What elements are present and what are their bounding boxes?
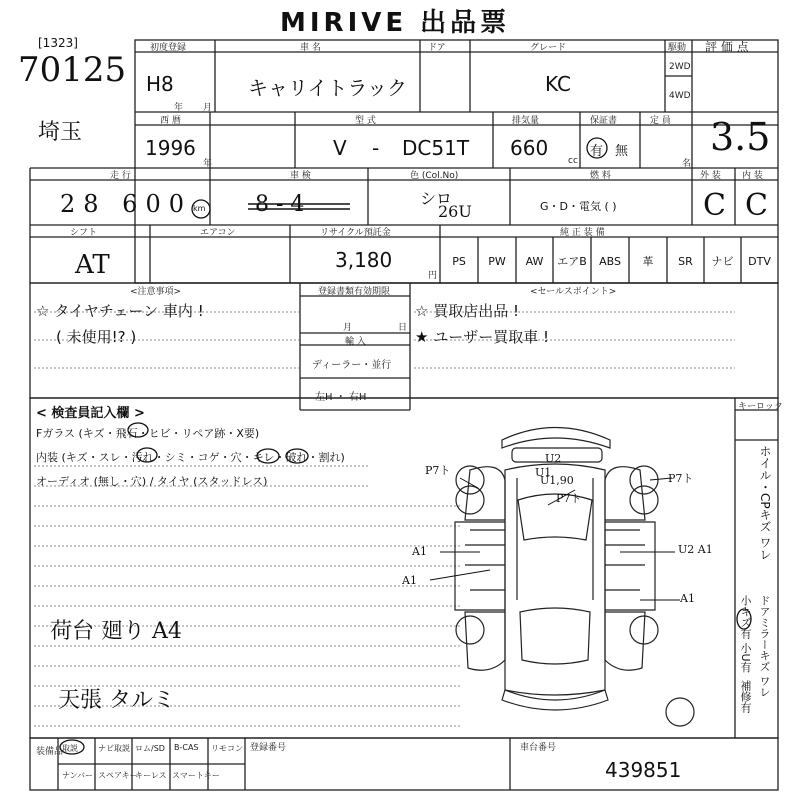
label-ac: エアコン [200, 228, 236, 238]
equip-leather: 革 [642, 255, 654, 268]
label-shift: シフト [70, 228, 98, 238]
reg-day: 日 [398, 323, 408, 333]
displacement: 660 [510, 136, 549, 160]
acc-5: リモコン [211, 744, 243, 753]
mileage-unit: km [193, 204, 206, 213]
label-first-reg: 初度登録 [150, 43, 187, 53]
yen-unit: 円 [428, 271, 438, 281]
label-year: 西 暦 [160, 116, 181, 126]
lot-code: [1323] [38, 36, 78, 50]
label-sales-point: <セールスポイント> [530, 287, 617, 297]
cc-unit: cc [568, 156, 578, 166]
reg-dealer: ディーラー・並行 [312, 360, 392, 371]
year: 1996 [145, 136, 196, 160]
mark-4: P7ト [425, 464, 451, 477]
label-fuel: 燃 料 [590, 171, 611, 181]
chassis-number: 439851 [605, 758, 682, 782]
acc-4: B-CAS [174, 743, 199, 752]
reg-import: 輸 入 [345, 337, 366, 347]
label-drive: 駆動 [668, 43, 687, 53]
label-inspection: 車 検 [290, 171, 311, 181]
grade: KC [545, 72, 571, 96]
warranty-yes: 有 [590, 144, 604, 159]
first-reg-era: H8 [146, 72, 174, 96]
acc-9: スマートキー [172, 771, 220, 780]
label-score: 評 価 点 [705, 40, 749, 54]
legend-col-2: 小キズ有 小U有 [739, 595, 752, 673]
acc-6: ナンバー [62, 771, 94, 780]
color-no: 26U [438, 202, 472, 221]
mark-5: P7ト [668, 472, 694, 485]
year-unit: 年 [203, 159, 213, 169]
equip-airbag: エアB [557, 255, 587, 268]
equip-navi: ナビ [711, 255, 734, 268]
reg-handle: 左H ・ 右H [315, 392, 367, 403]
sales-point-2: ★ ユーザー買取車 ! [415, 328, 549, 346]
model-dash: - [372, 136, 380, 160]
label-displacement: 排気量 [512, 116, 540, 126]
region: 埼玉 [38, 120, 83, 145]
legend-col-1: ホイル・CPキズ ワレ [758, 445, 772, 561]
mark-1: U2 [545, 452, 562, 465]
acc-3: ロム/SD [135, 744, 165, 753]
score: 3.5 [710, 115, 771, 159]
sales-point-1: ☆ 買取店出品 ! [415, 302, 519, 320]
label-interior: 内 装 [742, 171, 763, 181]
inspector-line-1: Fガラス (キズ・飛石・ヒビ・リペア跡・X要) [36, 427, 260, 440]
label-inspector: < 検査員記入欄 > [36, 406, 145, 421]
inspector-line-2: 内装 (キズ・スレ・汚れ・シミ・コゲ・穴・キレ・破れ・割れ) [36, 451, 345, 464]
label-caution: <注意事項> [130, 287, 182, 297]
model: DC51T [402, 136, 470, 160]
interior-grade: C [745, 188, 768, 223]
label-model: 型 式 [355, 116, 376, 126]
label-grade: グレード [530, 43, 567, 53]
acc-2: ナビ取説 [98, 744, 130, 753]
label-recycle: リサイクル預託金 [320, 228, 391, 238]
equip-dtv: DTV [748, 255, 771, 268]
inspector-line-3: オーディオ (無し・穴) / タイヤ (スタッドレス) [36, 475, 268, 488]
equip-aw: AW [525, 255, 544, 268]
mark-6: P7ト [556, 492, 582, 505]
inspection: 8 - 4 [255, 192, 305, 217]
equip-sr: SR [678, 255, 693, 268]
model-prefix: V [333, 136, 347, 160]
form-title: MIRIVE 出品票 [280, 8, 511, 38]
label-warranty: 保証書 [590, 116, 618, 126]
mark-3: U1,90 [540, 474, 574, 487]
label-key-lock: キーロック [738, 402, 783, 412]
inspector-line-4: 荷台 廻り A4 [50, 619, 182, 644]
mileage: 28 600 [60, 190, 192, 218]
caution-note-2: ( 未使用!? ) [56, 328, 137, 346]
label-reg-date: 登録書類有効期限 [318, 287, 391, 297]
label-reg-number: 登録番号 [250, 743, 287, 753]
label-car-name: 車 名 [300, 43, 321, 53]
caution-note-1: ☆ タイヤチェーン 車内 ! [36, 302, 204, 320]
label-genuine: 純 正 装 備 [560, 228, 605, 238]
exterior-grade: C [703, 188, 726, 223]
person-unit: 名 [682, 159, 692, 169]
legend-col-4: 補修有 [739, 680, 752, 713]
reg-month: 月 [343, 323, 353, 333]
label-door: ドア [428, 43, 446, 53]
label-accessories: 装備品 [36, 747, 64, 757]
era-unit: 年 [174, 103, 184, 113]
acc-8: キーレス [135, 771, 167, 780]
mark-10: A1 [680, 592, 695, 605]
legend-col-3: ドアミラーキズ ワレ [758, 595, 771, 698]
label-capacity: 定 員 [650, 116, 671, 126]
equip-pw: PW [488, 255, 506, 268]
warranty-no: 無 [615, 144, 629, 159]
mark-2: U1 [535, 466, 552, 479]
month-unit: 月 [203, 103, 213, 113]
shift: AT [75, 250, 110, 280]
mark-7: A1 [412, 545, 427, 558]
fuel: G・D・電気 ( ) [540, 200, 617, 213]
inspector-line-5: 天張 タルミ [58, 688, 175, 713]
recycle: 3,180 [335, 248, 393, 272]
acc-7: スペアキー [98, 771, 138, 780]
label-color: 色 (Col.No) [410, 171, 459, 181]
equip-abs: ABS [599, 255, 621, 268]
mark-9: U2 A1 [678, 543, 713, 556]
mark-8: A1 [402, 574, 417, 587]
acc-1: 取説 [62, 744, 78, 753]
label-chassis: 車台番号 [520, 743, 557, 753]
lot-number: 70125 [18, 50, 127, 90]
drive-4wd: 4WD [669, 91, 691, 101]
car-name: キャリイトラック [248, 76, 407, 100]
color: シロ [420, 189, 453, 208]
equip-ps: PS [452, 255, 466, 268]
label-mileage: 走 行 [110, 171, 131, 181]
label-exterior: 外 装 [700, 171, 721, 181]
car-diagram [455, 428, 694, 727]
drive-2wd: 2WD [669, 62, 691, 72]
